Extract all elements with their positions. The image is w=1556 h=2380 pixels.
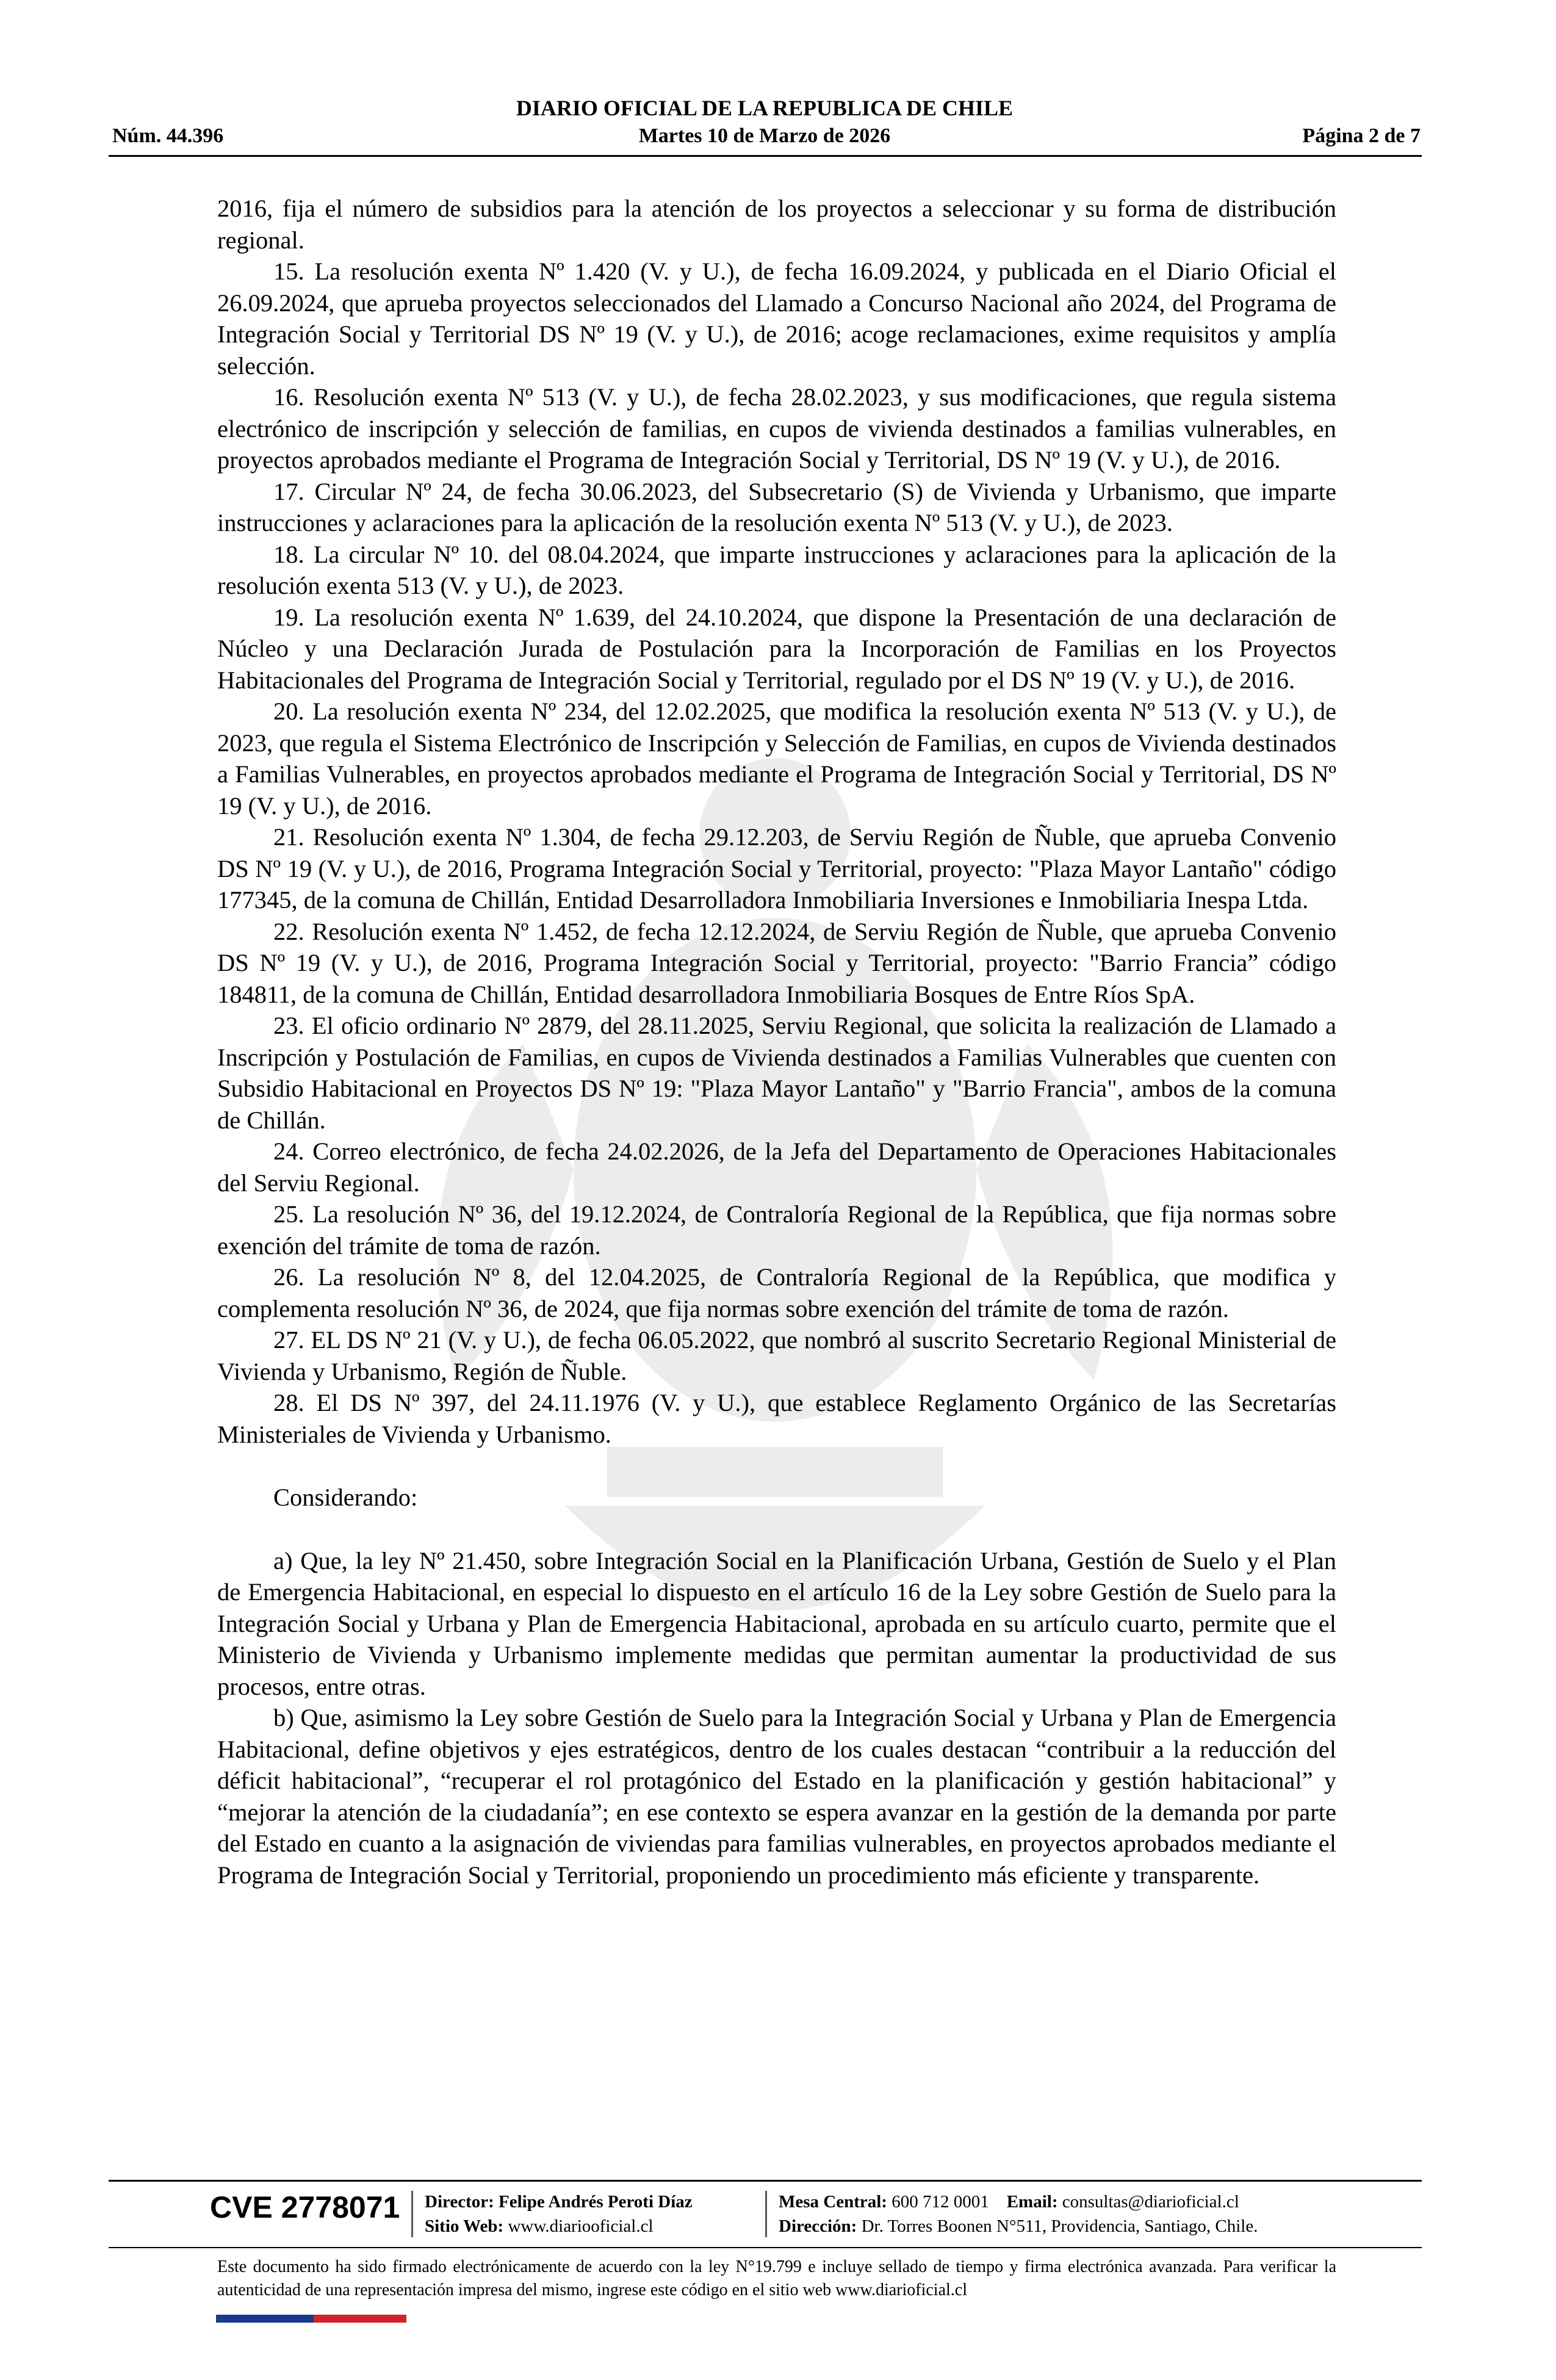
footer-divider-2 xyxy=(109,2247,1422,2248)
site-link[interactable]: www.diariooficial.cl xyxy=(508,2216,654,2236)
phone-value: 600 712 0001 xyxy=(891,2192,989,2212)
section-heading-considerando: Considerando: xyxy=(273,1484,418,1511)
numbered-paragraph: 21. Resolución exenta Nº 1.304, de fecha 29.12.203, de Serviu Región de Ñuble, que aprueba Convenio DS Nº 19 (V. y U.), de 2016, Programa Integración Social y Territorial, proyecto: "Plaza Mayor Lantaño" código 177345, de la comuna de Chillán, Entidad Desarrolladora Inmobiliaria Inversiones e Inmobiliaria Inespa Ltda. xyxy=(217,823,1336,914)
flag-stripe-red xyxy=(314,2315,406,2323)
publication-title: DIARIO OFICIAL DE LA REPUBLICA DE CHILE xyxy=(516,96,1014,120)
considerando-paragraph: a) Que, la ley Nº 21.450, sobre Integración Social en la Planificación Urbana, Gestión de Suelo y el Plan de Emergencia Habitacional, en especial lo dispuesto en el artículo 16 de la Ley sobre Gestión de Suelo para la Integración Social y Urbana y Plan de Emergencia Habitacional, aprobada en su artículo cuarto, permite que el Ministerio de Vivienda y Urbanismo implemente medidas que permitan aumentar la productividad de sus procesos, entre otras. xyxy=(217,1546,1336,1700)
address-label: Dirección: xyxy=(779,2216,857,2236)
numbered-paragraph: 25. La resolución Nº 36, del 19.12.2024, de Contraloría Regional de la República, que fija normas sobre exención del trámite de toma de razón. xyxy=(217,1200,1336,1260)
numbered-paragraph: 22. Resolución exenta Nº 1.452, de fecha 12.12.2024, de Serviu Región de Ñuble, que aprueba Convenio DS Nº 19 (V. y U.), de 2016, Programa Integración Social y Territorial, proyecto: "Barrio Francia” código 184811, de la comuna de Chillán, Entidad desarrolladora Inmobiliaria Bosques de Entre Ríos SpA. xyxy=(217,917,1336,1008)
numbered-paragraph: 27. EL DS Nº 21 (V. y U.), de fecha 06.05.2022, que nombró al suscrito Secretario Regional Ministerial de Vivienda y Urbanismo, Región de Ñuble. xyxy=(217,1326,1336,1385)
address-value: Dr. Torres Boonen N°511, Providencia, Santiago, Chile. xyxy=(861,2216,1258,2236)
numbered-paragraph: 28. El DS Nº 397, del 24.11.1976 (V. y U.), que establece Reglamento Orgánico de las Secretarías Ministeriales de Vivienda y Urbanismo. xyxy=(217,1389,1336,1448)
director-label: Director: xyxy=(425,2192,494,2212)
numbered-paragraph: 17. Circular Nº 24, de fecha 30.06.2023, del Subsecretario (S) de Vivienda y Urbanismo, que imparte instrucciones y aclaraciones para la aplicación de la resolución exenta Nº 513 (V. y U.), de 2023. xyxy=(217,477,1336,536)
flag-stripe-blue xyxy=(216,2315,314,2323)
numbered-paragraph: 20. La resolución exenta Nº 234, del 12.02.2025, que modifica la resolución exenta Nº 513 (V. y U.), de 2023, que regula el Sistema Electrónico de Inscripción y Selección de Familias, en cupos de Vivienda destinados a Familias Vulnerables, en proyectos aprobados mediante el Programa de Integración Social y Territorial, DS Nº 19 (V. y U.), de 2016. xyxy=(217,698,1336,820)
director-name: Felipe Andrés Peroti Díaz xyxy=(499,2192,693,2212)
page-header xyxy=(109,93,1421,154)
numbered-paragraph: 18. La circular Nº 10. del 08.04.2024, que imparte instrucciones y aclaraciones para la aplicación de la resolución exenta 513 (V. y U.), de 2023. xyxy=(217,540,1336,599)
numbered-paragraph: 23. El oficio ordinario Nº 2879, del 28.11.2025, Serviu Regional, que solicita la realización de Llamado a Inscripción y Postulación de Familias, en cupos de Vivienda destinados a Familias Vulnerables que cuenten con Subsidio Habitacional en Proyectos DS Nº 19: "Plaza Mayor Lantaño" y "Barrio Francia", ambos de la comuna de Chillán. xyxy=(217,1012,1336,1134)
footer-separator xyxy=(411,2191,413,2237)
numbered-paragraph: 19. La resolución exenta Nº 1.639, del 24.10.2024, que dispone la Presentación de una declaración de Núcleo y una Declaración Jurada de Postulación para la Incorporación de Familias en los Proyectos Habitacionales del Programa de Integración Social y Territorial, regulado por el DS Nº 19 (V. y U.), de 2016. xyxy=(217,603,1336,694)
footer-director-block xyxy=(425,2190,693,2238)
footer-contact-block xyxy=(779,2190,1258,2238)
phone-label: Mesa Central: xyxy=(779,2192,887,2212)
numbered-paragraph: 24. Correo electrónico, de fecha 24.02.2026, de la Jefa del Departamento de Operaciones Habitacionales del Serviu Regional. xyxy=(217,1138,1336,1197)
numbered-paragraph: 15. La resolución exenta Nº 1.420 (V. y U.), de fecha 16.09.2024, y publicada en el Diario Oficial el 26.09.2024, que aprueba proyectos seleccionados del Llamado a Concurso Nacional año 2024, del Programa de Integración Social y Territorial DS Nº 19 (V. y U.), de 2016; acoge reclamaciones, exime requisitos y amplía selección. xyxy=(217,258,1336,380)
signature-disclaimer: Este documento ha sido firmado electrónicamente de acuerdo con la ley N°19.799 e incluye sellado de tiempo y firma electrónica avanzada. Para verificar la autenticidad de una representación impresa del mismo, ingrese este código en el sitio web www.diarioficial.cl xyxy=(217,2257,1336,2299)
footer-divider xyxy=(109,2180,1422,2182)
header-divider xyxy=(109,155,1422,157)
footer-separator xyxy=(765,2191,767,2237)
issue-date: Martes 10 de Marzo de 2026 xyxy=(638,124,891,147)
numbered-paragraph: 26. La resolución Nº 8, del 12.04.2025, de Contraloría Regional de la República, que modifica y complementa resolución Nº 36, de 2024, que fija normas sobre exención del trámite de toma de razón. xyxy=(217,1263,1336,1322)
document-body xyxy=(217,193,1336,1891)
email-label: Email: xyxy=(1006,2192,1058,2212)
email-link[interactable]: consultas@diarioficial.cl xyxy=(1062,2192,1239,2212)
page-number: Página 2 de 7 xyxy=(1302,124,1421,147)
paragraph: 2016, fija el número de subsidios para la atención de los proyectos a seleccionar y su forma de distribución regional. xyxy=(217,195,1336,254)
numbered-paragraph: 16. Resolución exenta Nº 513 (V. y U.), de fecha 28.02.2023, y sus modificaciones, que regula sistema electrónico de inscripción y selección de familias, en cupos de vivienda destinados a familias vulnerables, en proyectos aprobados mediante el Programa de Integración Social y Territorial, DS Nº 19 (V. y U.), de 2016. xyxy=(217,383,1336,474)
considerando-paragraph: b) Que, asimismo la Ley sobre Gestión de Suelo para la Integración Social y Urbana y Plan de Emergencia Habitacional, define objetivos y ejes estratégicos, dentro de los cuales destacan “contribuir a la reducción del déficit habitacional”, “recuperar el rol protagónico del Estado en la planificación y gestión habitacional” y “mejorar la atención de la ciudadanía”; en ese contexto se espera avanzar en la gestión de la demanda por parte del Estado en cuanto a la asignación de viviendas para familias vulnerables, en proyectos aprobados mediante el Programa de Integración Social y Territorial, proponiendo un procedimiento más eficiente y transparente. xyxy=(217,1704,1336,1889)
cve-code: CVE 2778071 xyxy=(210,2190,400,2224)
site-label: Sitio Web: xyxy=(425,2216,504,2236)
issue-number: Núm. 44.396 xyxy=(112,124,224,147)
